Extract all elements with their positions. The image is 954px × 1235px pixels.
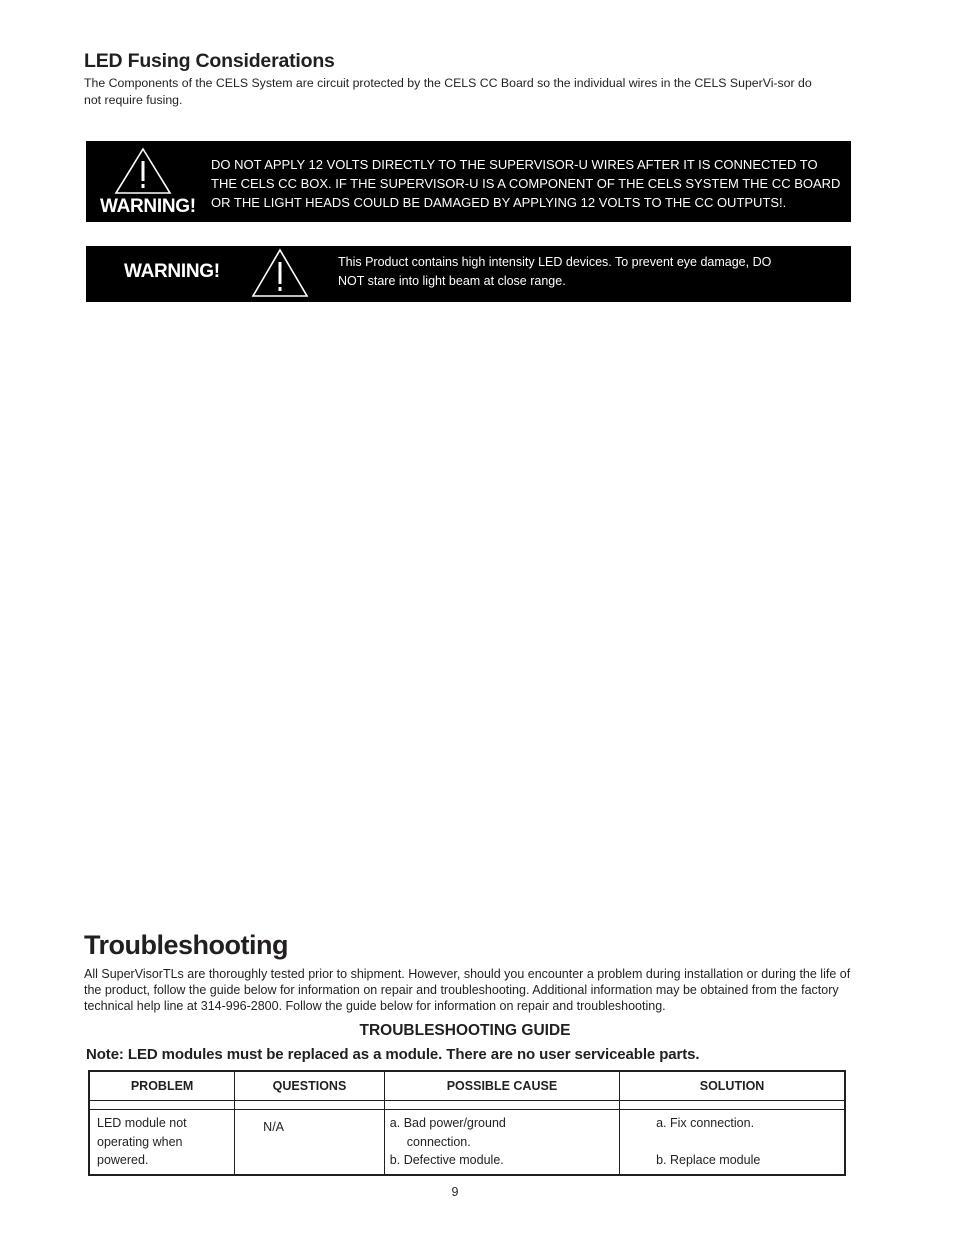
warning-triangle-icon <box>251 248 309 298</box>
troubleshooting-table <box>88 1070 846 1176</box>
table-header-row <box>89 1071 845 1101</box>
cell-problem <box>89 1110 235 1176</box>
cell-solution <box>620 1110 845 1176</box>
column-header-solution: SOLUTION <box>620 1071 845 1101</box>
warning-label: WARNING! <box>100 196 196 217</box>
column-header-questions: QUESTIONS <box>235 1071 385 1101</box>
cell-cause <box>384 1110 619 1176</box>
cause-b: b. Defective module. <box>389 1153 504 1167</box>
troubleshooting-intro: All SuperVisorTLs are thoroughly tested prior to shipment. However, should you encounter a problem during installation or during the life of the product, follow the guide below for information on repair and troubleshooting. Additional information may be obtained from the factory technical help line at 314-996-2800. Follow the guide below for information on repair and troubleshooting. <box>84 967 851 1013</box>
solution-b: b. Replace module <box>656 1153 761 1167</box>
problem-text: LED module not operating when powered. <box>97 1116 187 1167</box>
warning-label: WARNING! <box>124 261 220 282</box>
guide-title: TROUBLESHOOTING GUIDE <box>359 1022 571 1039</box>
table-spacer-row <box>89 1101 845 1110</box>
cause-a-continued: connection. <box>406 1134 471 1149</box>
warning-box-eye <box>86 246 851 302</box>
warning-message: DO NOT APPLY 12 VOLTS DIRECTLY TO THE SUPERVISOR-U WIRES AFTER IT IS CONNECTED TO THE CELS CC BOX. IF THE SUPERVISOR-U IS A COMPONENT OF THE CELS SYSTEM THE CC BOARD OR THE LIGHT HEADS COULD BE DAMAGED BY APPLYING 12 VOLTS TO THE CC OUTPUTS!. <box>211 157 841 210</box>
table-row <box>89 1110 845 1176</box>
led-fusing-heading: LED Fusing Considerations <box>84 50 335 72</box>
guide-note: Note: LED modules must be replaced as a module. There are no user serviceable parts. <box>86 1046 700 1063</box>
solution-a: a. Fix connection. <box>656 1116 755 1130</box>
troubleshooting-title: Troubleshooting <box>84 930 288 960</box>
column-header-problem: PROBLEM <box>89 1071 235 1101</box>
warning-box-voltage <box>86 141 851 222</box>
column-header-cause: POSSIBLE CAUSE <box>384 1071 619 1101</box>
questions-text: N/A <box>263 1120 285 1134</box>
led-fusing-text: The Components of the CELS System are circuit protected by the CELS CC Board so the individual wires in the CELS SuperVi-sor do not require fusing. <box>84 76 812 107</box>
cell-questions <box>235 1110 385 1176</box>
warning-triangle-icon <box>112 147 174 195</box>
page-number: 9 <box>451 1185 459 1199</box>
cause-a: a. Bad power/ground <box>389 1116 506 1130</box>
warning-message: This Product contains high intensity LED devices. To prevent eye damage, DO NOT stare into light beam at close range. <box>338 255 772 288</box>
